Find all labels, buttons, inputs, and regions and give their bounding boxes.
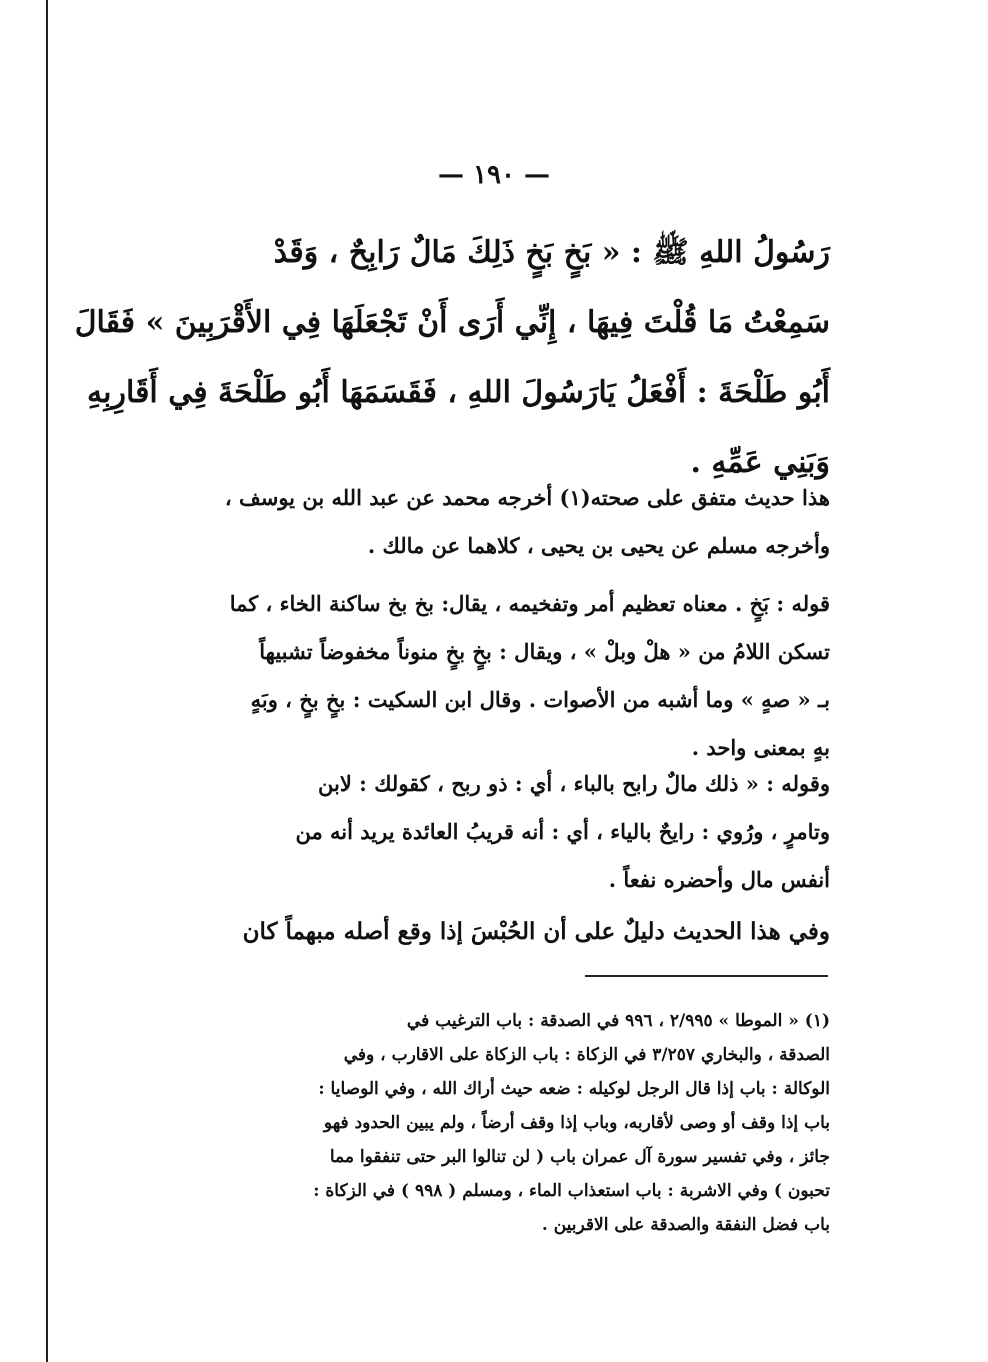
- bakh-explanation-paragraph: [180, 580, 830, 772]
- hubs-ruling-paragraph: [180, 908, 830, 956]
- footnote-line: باب فضل النفقة والصدقة على الاقربين .: [541, 1215, 830, 1235]
- page-binding-edge-line: [46, 0, 48, 1362]
- paragraph-line: أنفس مال وأحضره نفعاً .: [608, 867, 830, 892]
- paragraph-line: هذا حديث متفق على صحته(١) أخرجه محمد عن عبد الله بن يوسف ،: [224, 485, 830, 510]
- paragraph-line: وتامرٍ ، ورُوي : رايحٌ بالياء ، أي : أنه قريبُ العائدة يريد أنه من: [295, 819, 830, 844]
- paragraph-line: بهٍ بمعنى واحد .: [691, 735, 830, 760]
- paragraph-line: تسكن اللامُ من « هلْ وبلْ » ، ويقال : بخٍ بخٍ منوناً مخفوضاً تشبيهاً: [259, 639, 830, 664]
- authentication-paragraph: [180, 474, 830, 570]
- footnote-separator: [585, 975, 828, 977]
- paragraph-line: وأخرجه مسلم عن يحيى بن يحيى ، كلاهما عن مالك .: [367, 533, 830, 558]
- footnote-line: تحبون ) وفي الاشربة : باب استعذاب الماء ، ومسلم ( ٩٩٨ ) في الزكاة :: [313, 1181, 830, 1201]
- paragraph-line: وفي هذا الحديث دليلٌ على أن الحُبْسَ إذا وقع أصله مبهماً كان: [242, 918, 830, 945]
- footnote-block: [180, 1004, 830, 1242]
- hadith-line: سَمِعْتُ مَا قُلْتَ فِيهَا ، إِنِّي أَرَى أَنْ تَجْعَلَهَا فِي الأَقْرَبِينَ » فَقَالَ: [74, 305, 830, 340]
- footnote-line: باب إذا وقف أو وصى لأقاربه، وباب إذا وقف أرضاً ، ولم يبين الحدود فهو: [323, 1113, 830, 1133]
- paragraph-line: بـ « صهٍ » وما أشبه من الأصوات . وقال ابن السكيت : بخٍ بخٍ ، وبَهٍ: [250, 687, 830, 712]
- hadith-text-block: [74, 218, 830, 498]
- page-number: — ١٩٠ —: [437, 160, 551, 190]
- footnote-line: الصدقة ، والبخاري ٣/٢٥٧ في الزكاة : باب الزكاة على الاقارب ، وفي: [343, 1045, 830, 1065]
- paragraph-line: وقوله : « ذلك مالٌ رابح بالباء ، أي : ذو ربح ، كقولك : لابن: [318, 771, 830, 796]
- footnote-line: (١) « الموطا » ٢/٩٩٥ ، ٩٩٦ في الصدقة : باب الترغيب في: [406, 1011, 830, 1031]
- rabih-explanation-paragraph: [180, 760, 830, 904]
- hadith-line: رَسُولُ اللهِ ﷺ : « بَخٍ بَخٍ ذَلِكَ مَالٌ رَابِحٌ ، وَقَدْ: [273, 235, 830, 270]
- hadith-line: أَبُو طَلْحَةَ : أَفْعَلُ يَارَسُولَ اللهِ ، فَقَسَمَهَا أَبُو طَلْحَةَ فِي أَقَارِبِهِ: [87, 375, 830, 410]
- hadith-line: وَبَنِي عَمِّهِ .: [690, 445, 830, 480]
- footnote-line: جائز ، وفي تفسير سورة آل عمران باب ( لن تنالوا البر حتى تنفقوا مما: [329, 1147, 830, 1167]
- paragraph-line: قوله : بَخٍ . معناه تعظيم أمر وتفخيمه ، يقال: بخ بخ ساكنة الخاء ، كما: [229, 591, 830, 616]
- footnote-line: الوكالة : باب إذا قال الرجل لوكيله : ضعه حيث أراك الله ، وفي الوصايا :: [318, 1079, 830, 1099]
